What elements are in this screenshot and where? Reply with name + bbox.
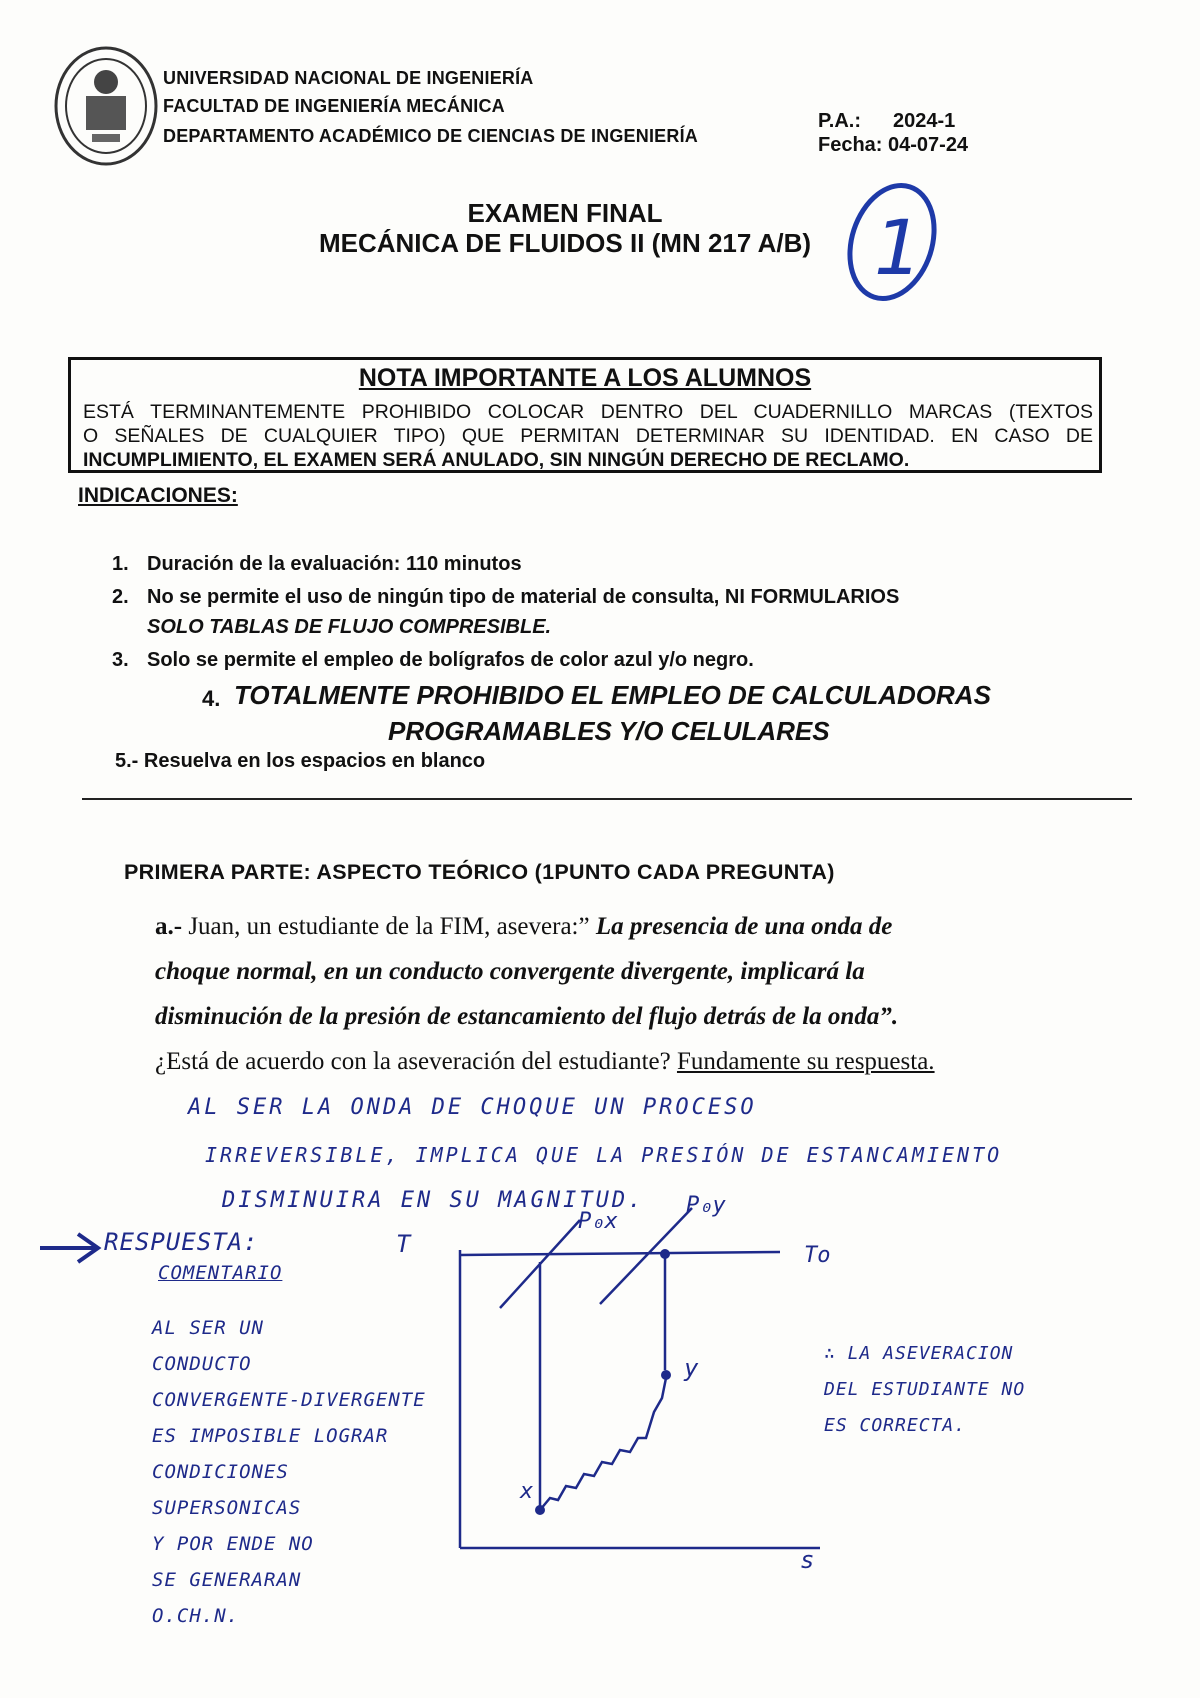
date-label: Fecha:: [818, 134, 883, 156]
diagram-axis-y-label: T: [396, 1230, 411, 1258]
answer-line-3: DISMINUIRA EN SU MAGNITUD.: [222, 1188, 645, 1213]
item-2-text: No se permite el uso de ningún tipo de material de consulta, NI FORMULARIOS: [147, 586, 900, 608]
comment-line: SUPERSONICAS: [152, 1497, 302, 1519]
comment-line: ES IMPOSIBLE LOGRAR: [152, 1425, 389, 1447]
answer-line-1: AL SER LA ONDA DE CHOQUE UN PROCESO: [188, 1095, 757, 1120]
item-4-text-b: PROGRAMABLES Y/O CELULARES: [388, 716, 830, 746]
item-1-text: Duración de la evaluación: 110 minutos: [147, 553, 522, 575]
section-divider: [82, 798, 1132, 800]
diagram-t0-label: To: [804, 1243, 831, 1268]
respuesta-label: RESPUESTA:: [104, 1228, 259, 1256]
item-2-number: 2.: [112, 586, 129, 608]
header-department: DEPARTAMENTO ACADÉMICO DE CIENCIAS DE INGENIERÍA: [163, 126, 698, 146]
header-faculty: FACULTAD DE INGENIERÍA MECÁNICA: [163, 96, 505, 116]
indications-heading: INDICACIONES:: [78, 484, 238, 507]
diagram-point-t0: [660, 1249, 670, 1259]
item-4-text: TOTALMENTE PROHIBIDO EL EMPLEO DE CALCULADORAS: [234, 680, 991, 710]
university-seal-logo: [52, 44, 160, 168]
diagram-axis-x-label: s: [800, 1546, 815, 1574]
conclusion-line-1: ∴ LA ASEVERACION: [824, 1343, 1014, 1364]
question-a-ask-underlined: Fundamente su respuesta.: [676, 1048, 935, 1075]
notice-line-1: ESTÁ TERMINANTEMENTE PROHIBIDO COLOCAR DENTRO DEL CUADERNILLO MARCAS (TEXTOS: [83, 401, 1093, 423]
item-4-number: 4.: [202, 686, 221, 711]
question-a: [155, 904, 1055, 1084]
notice-heading: NOTA IMPORTANTE A LOS ALUMNOS: [358, 364, 812, 392]
item-1-number: 1.: [112, 553, 129, 575]
notice-line-3: INCUMPLIMIENTO, EL EXAMEN SERÁ ANULADO, SIN NINGÚN DERECHO DE RECLAMO.: [83, 449, 910, 471]
item-3-text: Solo se permite el empleo de bolígrafos de color azul y/o negro.: [147, 649, 754, 671]
question-a-label: a.-: [155, 913, 183, 940]
comment-line: CONDICIONES: [152, 1461, 289, 1483]
conclusion-line-3: ES CORRECTA.: [824, 1415, 967, 1436]
comment-line: CONDUCTO: [152, 1353, 252, 1375]
diagram-shock-path: [540, 1378, 666, 1510]
exam-title: EXAMEN FINAL: [467, 198, 663, 228]
item-5-text: 5.- Resuelva en los espacios en blanco: [115, 750, 486, 772]
diagram-p0x-label: P₀x: [578, 1209, 618, 1234]
part1-heading: PRIMERA PARTE: ASPECTO TEÓRICO (1PUNTO CADA PREGUNTA): [124, 860, 835, 884]
question-a-quote-1: La presencia de una onda de: [595, 913, 893, 940]
ts-diagram: [396, 1180, 860, 1600]
question-a-intro: Juan, un estudiante de la FIM, asevera:”: [188, 913, 590, 940]
comment-line: AL SER UN: [152, 1317, 264, 1339]
notice-line-2: O SEÑALES DE CUALQUIER TIPO) QUE PERMITAN DETERMINAR SU IDENTIDAD. EN CASO DE: [83, 425, 1093, 447]
answer-line-2: IRREVERSIBLE, IMPLICA QUE LA PRESIÓN DE ESTANCAMIENTO: [205, 1143, 1003, 1167]
header-university: UNIVERSIDAD NACIONAL DE INGENIERÍA: [163, 68, 534, 88]
period-value: 2024-1: [893, 110, 956, 132]
diagram-y-point-label: y: [684, 1354, 699, 1382]
comment-line: CONVERGENTE-DIVERGENTE: [152, 1389, 426, 1411]
date-value: 04-07-24: [888, 134, 969, 156]
diagram-point-y: [661, 1370, 671, 1380]
period-label: P.A.:: [818, 110, 861, 132]
handwritten-circled-number: [838, 178, 950, 310]
question-a-ask: ¿Está de acuerdo con la aseveración del estudiante?: [155, 1048, 671, 1075]
item-2-text-b: SOLO TABLAS DE FLUJO COMPRESIBLE.: [147, 616, 552, 638]
notice-box: [68, 357, 1102, 473]
diagram-p0y-label: P₀y: [686, 1193, 726, 1218]
svg-text:1: 1: [874, 203, 923, 292]
comment-line: SE GENERARAN: [152, 1569, 302, 1591]
diagram-t0-line: [460, 1252, 780, 1255]
comentario-label: COMENTARIO: [158, 1262, 283, 1284]
notice-text: [83, 400, 1093, 472]
course-title: MECÁNICA DE FLUIDOS II (MN 217 A/B): [318, 228, 812, 258]
question-a-quote-3: disminución de la presión de estancamiento del flujo detrás de la onda”.: [155, 1003, 899, 1030]
diagram-point-x: [535, 1505, 545, 1515]
arrow-right-icon: [36, 1228, 106, 1268]
item-3-number: 3.: [112, 649, 129, 671]
comment-line: Y POR ENDE NO: [152, 1533, 314, 1555]
comment-line: O.CH.N.: [152, 1605, 240, 1627]
diagram-x-point-label: x: [520, 1479, 534, 1504]
question-a-quote-2: choque normal, en un conducto convergente divergente, implicará la: [155, 958, 865, 985]
conclusion-line-2: DEL ESTUDIANTE NO: [824, 1379, 1026, 1400]
